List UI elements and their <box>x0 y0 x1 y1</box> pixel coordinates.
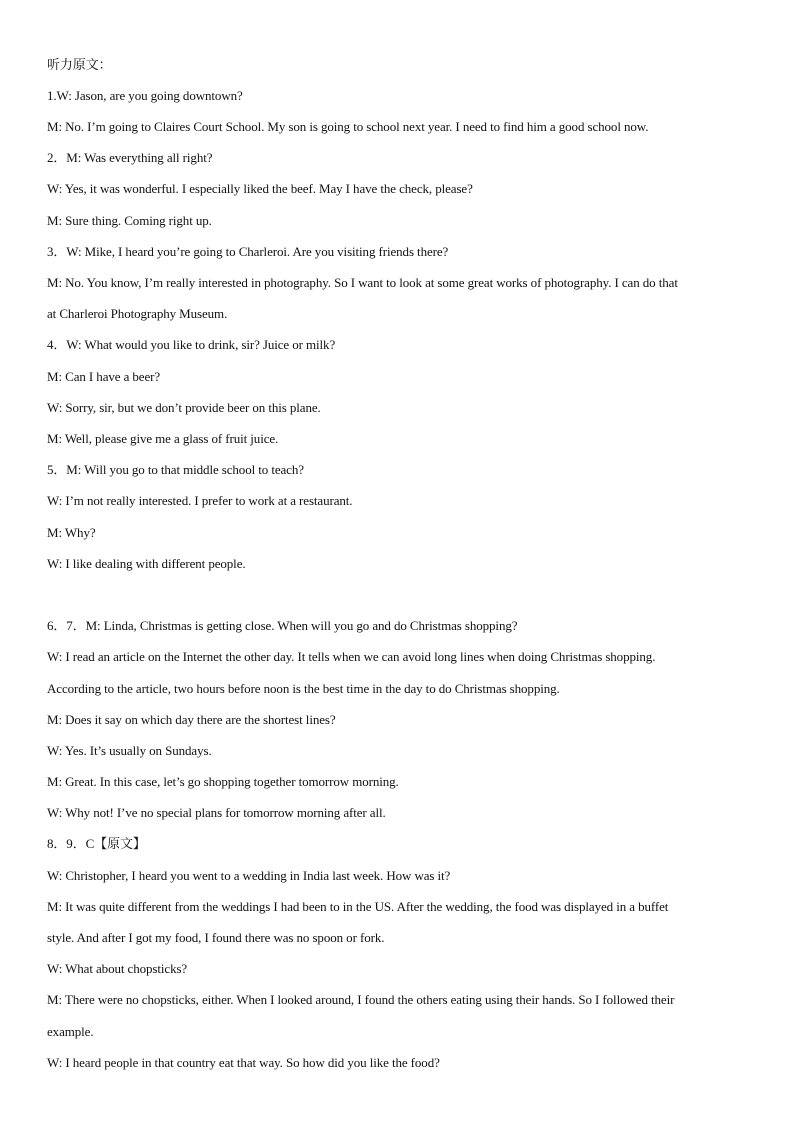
text-line: W: Why not! I’ve no special plans for tomorrow morning after all. <box>47 805 386 820</box>
text-line: style. And after I got my food, I found there was no spoon or fork. <box>47 930 385 945</box>
text-line: 2．M: Was everything all right? <box>47 150 213 165</box>
text-line: M: Great. In this case, let’s go shopping together tomorrow morning. <box>47 774 399 789</box>
text-line: W: Yes, it was wonderful. I especially liked the beef. May I have the check, please? <box>47 181 473 196</box>
text-line: W: I read an article on the Internet the other day. It tells when we can avoid long lines when doing Christmas shopping. <box>47 649 656 664</box>
text-line: 3．W: Mike, I heard you’re going to Charleroi. Are you visiting friends there? <box>47 244 449 259</box>
text-line: W: Sorry, sir, but we don’t provide beer on this plane. <box>47 400 321 415</box>
text-line: M: Can I have a beer? <box>47 369 161 384</box>
text-line: According to the article, two hours before noon is the best time in the day to do Christmas shopping. <box>47 681 560 696</box>
section-heading: 听力原文： <box>47 57 112 72</box>
text-line: W: I heard people in that country eat that way. So how did you like the food? <box>47 1055 440 1070</box>
text-line: 8．9．C【原文】 <box>47 836 146 851</box>
text-line: 6．7．M: Linda, Christmas is getting close. When will you go and do Christmas shopping? <box>47 618 518 633</box>
text-line: M: Well, please give me a glass of fruit juice. <box>47 431 279 446</box>
text-line: M: There were no chopsticks, either. When I looked around, I found the others eating using their hands. So I followed their <box>47 992 675 1007</box>
text-line: W: Christopher, I heard you went to a wedding in India last week. How was it? <box>47 868 451 883</box>
text-line: example. <box>47 1024 94 1039</box>
text-line: W: Yes. It’s usually on Sundays. <box>47 743 212 758</box>
text-line: M: It was quite different from the weddings I had been to in the US. After the wedding, the food was displayed in a buffet <box>47 899 669 914</box>
text-line: M: Why? <box>47 525 96 540</box>
text-line: M: Sure thing. Coming right up. <box>47 213 212 228</box>
text-line: at Charleroi Photography Museum. <box>47 306 228 321</box>
text-line: M: No. You know, I’m really interested in photography. So I want to look at some great works of photography. I can do that <box>47 275 678 290</box>
text-line: 1.W: Jason, are you going downtown? <box>47 88 243 103</box>
text-line: 4．W: What would you like to drink, sir? Juice or milk? <box>47 337 336 352</box>
text-line: M: No. I’m going to Claires Court School. My son is going to school next year. I need to find him a good school now. <box>47 119 649 134</box>
text-line: M: Does it say on which day there are the shortest lines? <box>47 712 336 727</box>
text-line: W: What about chopsticks? <box>47 961 188 976</box>
text-line: W: I like dealing with different people. <box>47 556 246 571</box>
text-line: 5．M: Will you go to that middle school to teach? <box>47 462 304 477</box>
text-line: W: I’m not really interested. I prefer to work at a restaurant. <box>47 493 353 508</box>
